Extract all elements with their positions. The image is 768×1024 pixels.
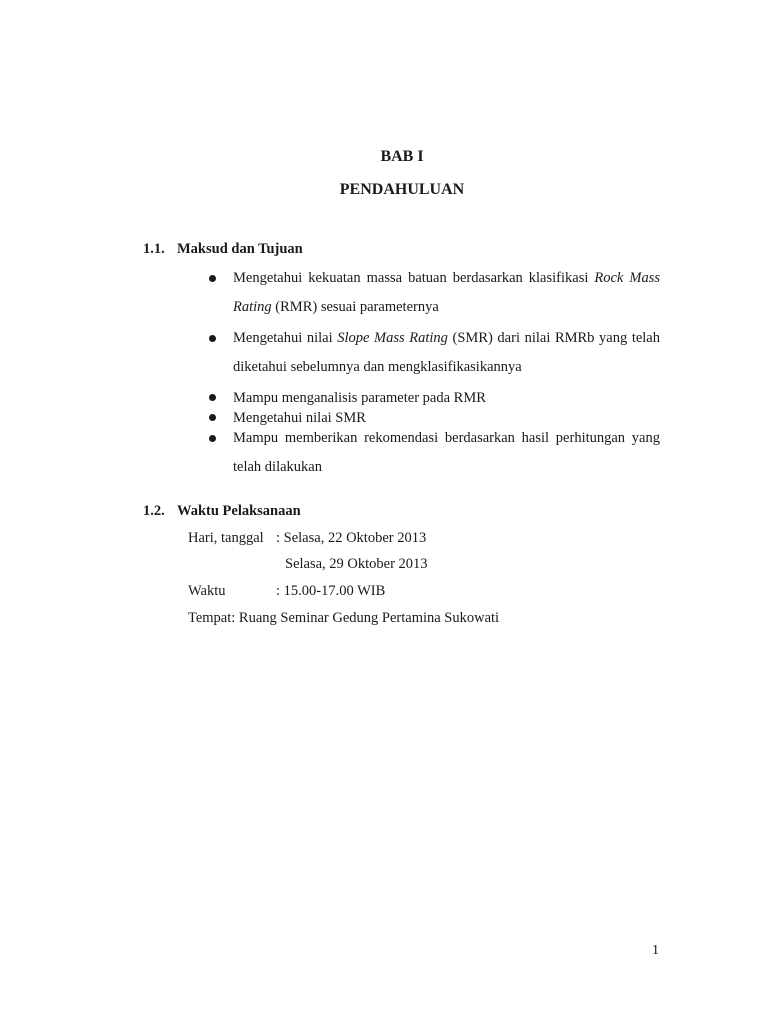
- day-label: Hari, tanggal: [188, 530, 264, 546]
- place-label: Tempat: [188, 610, 232, 626]
- schedule-row-place: [188, 610, 499, 627]
- list-item-text: Mengetahui kekuatan massa batuan berdasarkan klasifikasi: [233, 270, 595, 286]
- time-label: Waktu: [188, 583, 226, 599]
- list-item: [208, 324, 660, 382]
- bullet-icon: [209, 435, 216, 442]
- list-item-text: Mampu menganalisis parameter pada RMR: [233, 390, 486, 406]
- list-item-italic: Slope Mass Rating: [337, 330, 448, 346]
- bullet-icon: [209, 394, 216, 401]
- list-item: [208, 388, 660, 408]
- list-item: [208, 424, 660, 482]
- schedule-row-date: [188, 530, 426, 547]
- place-value: : Ruang Seminar Gedung Pertamina Sukowati: [231, 610, 500, 626]
- day-value: : Selasa, 22 Oktober 2013: [276, 530, 427, 546]
- section-number: 1.2.: [143, 503, 165, 519]
- bullet-icon: [209, 335, 216, 342]
- section-number: 1.1.: [143, 241, 165, 257]
- time-value: : 15.00-17.00 WIB: [276, 583, 386, 599]
- list-item-text: (RMR) sesuai parameternya: [271, 299, 439, 315]
- bullet-icon: [209, 414, 216, 421]
- chapter-title: PENDAHULUAN: [339, 181, 465, 198]
- section-title: Maksud dan Tujuan: [177, 241, 303, 257]
- section-title: Waktu Pelaksanaan: [177, 503, 301, 519]
- chapter-number: BAB I: [380, 148, 424, 165]
- schedule-row-date-2: [285, 556, 428, 573]
- section-heading-waktu: [143, 503, 301, 520]
- section-heading-maksud: [143, 241, 303, 258]
- page-number: 1: [652, 943, 659, 958]
- list-item-text: Mengetahui nilai: [233, 330, 338, 346]
- list-item-text: Mengetahui nilai SMR: [233, 410, 366, 426]
- list-item-italic: Rock Mass Rating: [233, 270, 660, 315]
- schedule-row-time: [188, 583, 385, 600]
- list-item: [208, 264, 660, 322]
- day-value-2: Selasa, 29 Oktober 2013: [285, 556, 428, 572]
- objectives-list: [208, 264, 660, 482]
- list-item-text: Mampu memberikan rekomendasi berdasarkan hasil perhitungan yang telah dilakukan: [233, 430, 660, 475]
- bullet-icon: [209, 275, 216, 282]
- list-item-text: (SMR) dari nilai RMRb yang telah diketahui sebelumnya dan mengklasifikasikannya: [233, 330, 660, 375]
